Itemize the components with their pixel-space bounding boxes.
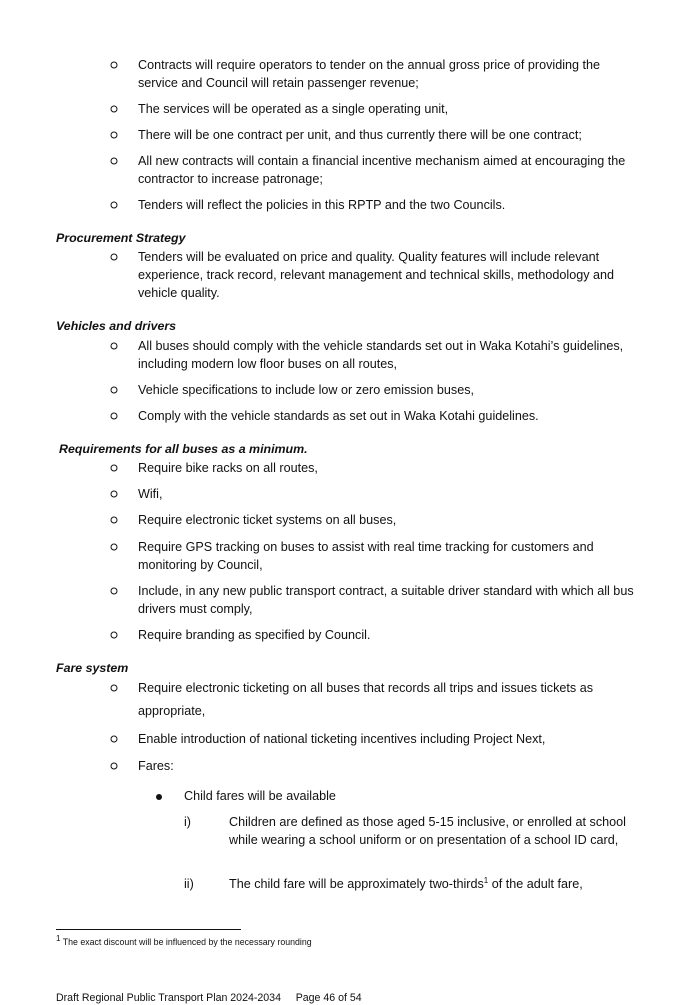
list-item-text: Vehicle specifications to include low or zero emission buses,	[138, 383, 475, 397]
hollow-circle-bullet-icon	[109, 761, 119, 771]
list-item-text: Require electronic ticketing on all buses that records all trips and issues tickets as appropriate,	[138, 681, 593, 718]
hollow-circle-bullet-icon	[109, 60, 119, 70]
hollow-circle-bullet-icon	[109, 489, 119, 499]
hollow-circle-bullet-icon	[109, 542, 119, 552]
hollow-circle-bullet-icon	[109, 252, 119, 262]
footnote-reference[interactable]: 1	[483, 875, 489, 885]
list-item-text: Require GPS tracking on buses to assist with real time tracking for customers and monitoring by Council,	[138, 540, 594, 572]
footnote	[56, 936, 312, 948]
hollow-circle-bullet-icon	[109, 156, 119, 166]
hollow-circle-bullet-icon	[109, 463, 119, 473]
list-item-text: The services will be operated as a single operating unit,	[138, 102, 449, 116]
list-item-text: Require branding as specified by Council.	[138, 628, 371, 642]
list-item-text: Require electronic ticket systems on all buses,	[138, 513, 397, 527]
hollow-circle-bullet-icon	[109, 130, 119, 140]
hollow-circle-bullet-icon	[109, 411, 119, 421]
hollow-circle-bullet-icon	[109, 200, 119, 210]
section-heading: Requirements for all buses as a minimum.	[59, 442, 308, 456]
list-item-text: All new contracts will contain a financial incentive mechanism aimed at encouraging the contractor to increase patronage;	[138, 154, 626, 186]
list-item-text: Wifi,	[138, 487, 163, 501]
section-heading: Vehicles and drivers	[56, 319, 177, 333]
list-item-text: Tenders will reflect the policies in this RPTP and the two Councils.	[138, 198, 506, 212]
list-item-text: Tenders will be evaluated on price and quality. Quality features will include relevant experience, track record, relevant management and technical skills, methodology and vehicle quality.	[138, 250, 615, 300]
hollow-circle-bullet-icon	[109, 515, 119, 525]
footnote-divider	[56, 929, 241, 930]
roman-numeral: ii)	[184, 877, 194, 891]
page-number: Page 46 of 54	[295, 992, 362, 1004]
list-item-text: All buses should comply with the vehicle standards set out in Waka Kotahi’s guidelines, including modern low floor buses on all routes,	[138, 339, 624, 371]
hollow-circle-bullet-icon	[109, 683, 119, 693]
filled-bullet-icon	[156, 794, 162, 800]
roman-item-text: The child fare will be approximately two-thirds$^1$ of the adult fare,	[229, 875, 583, 891]
hollow-circle-bullet-icon	[109, 341, 119, 351]
roman-item-text: Children are defined as those aged 5-15 inclusive, or enrolled at school while wearing a school uniform or on presentation of a school ID card,	[229, 815, 626, 847]
section-heading: Procurement Strategy	[56, 231, 186, 245]
footnote-marker: 1	[56, 934, 61, 944]
hollow-circle-bullet-icon	[109, 734, 119, 744]
hollow-circle-bullet-icon	[109, 586, 119, 596]
list-item-text: There will be one contract per unit, and thus currently there will be one contract;	[138, 128, 582, 142]
hollow-circle-bullet-icon	[109, 104, 119, 114]
footnote-text: The exact discount will be influenced by the necessary rounding	[60, 937, 312, 947]
page-footer	[56, 991, 362, 1005]
hollow-circle-bullet-icon	[109, 630, 119, 640]
list-item-text: Enable introduction of national ticketing incentives including Project Next,	[138, 732, 546, 746]
list-item-text: Comply with the vehicle standards as set out in Waka Kotahi guidelines.	[138, 409, 539, 423]
list-item-text: Fares:	[138, 759, 174, 773]
list-item-text: Require bike racks on all routes,	[138, 461, 318, 475]
footer-title: Draft Regional Public Transport Plan 2024-2034	[56, 992, 281, 1004]
list-item-text: Contracts will require operators to tender on the annual gross price of providing the service and Council will retain passenger revenue;	[138, 58, 601, 90]
hollow-circle-bullet-icon	[109, 385, 119, 395]
sub-list-item-text: Child fares will be available	[184, 789, 336, 803]
list-item-text: Include, in any new public transport contract, a suitable driver standard with which all bus drivers must comply,	[138, 584, 634, 616]
roman-numeral: i)	[184, 815, 191, 829]
section-heading: Fare system	[56, 661, 129, 675]
